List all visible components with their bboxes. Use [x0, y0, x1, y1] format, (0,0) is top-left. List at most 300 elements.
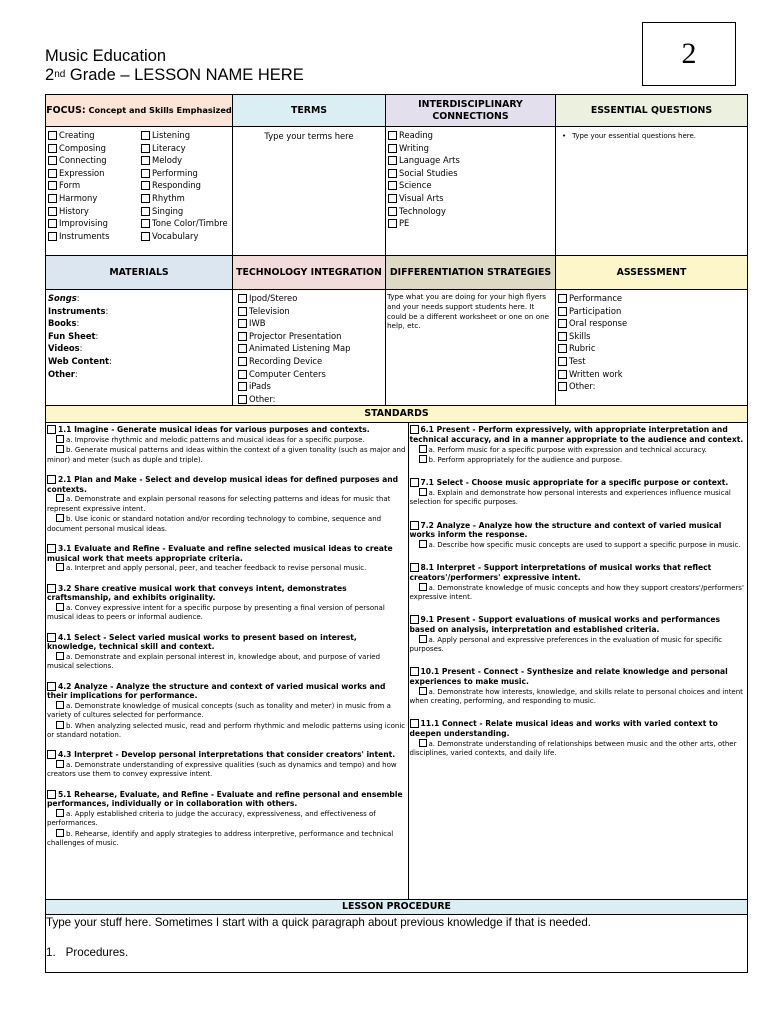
- differentiation-header: DIFFERENTIATION STRATEGIES: [386, 256, 556, 290]
- objective-checkbox[interactable]: [56, 435, 64, 443]
- technology-label: Television: [249, 305, 290, 316]
- standard-objective: [47, 563, 407, 573]
- standard-title: [410, 425, 748, 444]
- focus-item: [48, 154, 139, 167]
- objective-text: b. When analyzing selected music, read and perform rhythmic and melodic patterns using iconic or standard notation.: [47, 721, 406, 739]
- material-label: Songs: [48, 293, 77, 303]
- focus-checkbox[interactable]: [48, 144, 57, 153]
- interdisciplinary-label: PE: [399, 218, 410, 229]
- focus-label: FOCUS:: [46, 105, 86, 116]
- focus-label: Creating: [59, 130, 95, 140]
- technology-item: [238, 330, 385, 343]
- interdisciplinary-item: [388, 192, 555, 205]
- material-label: Fun Sheet: [48, 330, 96, 341]
- page-number: 2: [681, 37, 697, 70]
- subject-title: Music Education: [45, 47, 167, 65]
- standard-group: [47, 750, 407, 779]
- standard-objective: [410, 445, 748, 455]
- standard-title-text: 10.1 Present - Connect - Synthesize and relate knowledge and personal experiences to make music.: [409, 667, 728, 686]
- standard-title: [410, 563, 748, 582]
- interdisciplinary-item: [388, 179, 555, 192]
- objective-text: a. Apply personal and expressive preferences in the evaluation of music for specific purposes.: [409, 635, 723, 653]
- differentiation-cell[interactable]: [386, 290, 556, 406]
- focus-label: Improvising: [59, 218, 108, 229]
- focus-cell: [46, 127, 233, 256]
- objective-text: a. Describe how specific music concepts are used to support a specific purpose in music.: [428, 540, 741, 549]
- focus-checkbox[interactable]: [141, 194, 150, 203]
- standard-group: [410, 719, 748, 758]
- standard-title-text: 4.2 Analyze - Analyze the structure and context of varied musical works and their implications for performance.: [47, 681, 386, 701]
- essential-questions-cell[interactable]: [556, 127, 748, 256]
- procedure-cell[interactable]: [46, 915, 748, 973]
- material-item[interactable]: Web Content:: [48, 355, 112, 366]
- standard-title: [410, 667, 748, 686]
- interdisciplinary-list: [386, 127, 555, 230]
- focus-item: [141, 192, 232, 205]
- standard-title-text: 7.1 Select - Choose music appropriate for a specific purpose or context.: [420, 478, 729, 488]
- grade-number: 2: [45, 66, 55, 84]
- standard-objective: [410, 455, 748, 465]
- objective-text: a. Apply established criteria to judge the accuracy, expressiveness, and effectiveness of performances.: [47, 809, 376, 828]
- objective-text: b. Generate musical patterns and ideas within the context of a given tonality (such as major and minor) and meter (such as duple and triple).: [47, 446, 406, 464]
- interdisciplinary-checkbox[interactable]: [388, 131, 397, 140]
- technology-item: [238, 355, 385, 368]
- lesson-name[interactable]: Grade – LESSON NAME HERE: [65, 66, 304, 84]
- standard-title: [47, 682, 407, 701]
- standard-objective: [47, 701, 407, 721]
- objective-checkbox[interactable]: [419, 583, 427, 591]
- assessment-item: [558, 292, 747, 305]
- standard-group: [410, 478, 748, 507]
- material-item[interactable]: Videos:: [48, 343, 83, 354]
- technology-label: Computer Centers: [249, 368, 326, 379]
- standard-title-text: 2.1 Plan and Make - Select and develop musical ideas for defined purposes and contexts.: [47, 475, 399, 494]
- standard-group: [47, 633, 407, 672]
- objective-checkbox[interactable]: [56, 514, 64, 522]
- assessment-label: Performance: [569, 293, 623, 303]
- objective-text: b. Rehearse, identify and apply strategies to address interpretive, performance and technical challenges of music.: [47, 829, 394, 848]
- assessment-checkbox[interactable]: [558, 307, 567, 316]
- assessment-cell: [556, 290, 748, 406]
- material-label: Books: [48, 318, 77, 329]
- standard-group: [47, 682, 407, 741]
- assessment-label: Written work: [569, 368, 623, 379]
- material-item[interactable]: Fun Sheet:: [48, 330, 99, 341]
- assessment-checkbox[interactable]: [558, 370, 567, 379]
- assessment-item: [558, 330, 747, 343]
- objective-checkbox[interactable]: [56, 445, 64, 453]
- focus-item: [141, 154, 232, 167]
- objective-checkbox[interactable]: [419, 488, 427, 496]
- objective-text: a. Demonstrate understanding of relationships between music and the other arts, other disciplines, varied contexts, and daily life.: [409, 739, 737, 757]
- focus-label: Composing: [59, 142, 106, 153]
- objective-text: a. Demonstrate and explain personal reasons for selecting patterns and ideas for music that represent expressive intent.: [47, 495, 391, 513]
- material-item[interactable]: Other:: [48, 368, 78, 379]
- focus-item: [141, 217, 232, 230]
- standard-title: [47, 633, 407, 652]
- essential-question-item[interactable]: [556, 127, 747, 145]
- standard-title: [410, 478, 748, 488]
- grade-suffix: nd: [54, 69, 66, 80]
- objective-text: b. Perform appropriately for the audience and purpose.: [428, 455, 623, 464]
- objective-text: a. Demonstrate knowledge of music concepts and how they support creators'/performers' expressive intent.: [409, 583, 744, 601]
- interdisciplinary-checkbox[interactable]: [388, 219, 397, 228]
- assessment-list: [556, 290, 747, 393]
- focus-checkbox[interactable]: [48, 232, 57, 241]
- objective-checkbox[interactable]: [419, 739, 427, 747]
- objective-checkbox[interactable]: [56, 829, 64, 837]
- focus-item: [141, 129, 232, 142]
- focus-checkbox[interactable]: [141, 207, 150, 216]
- standard-title: [47, 475, 407, 494]
- focus-checkbox[interactable]: [48, 169, 57, 178]
- standard-checkbox[interactable]: [47, 633, 56, 642]
- interdisciplinary-cell: [386, 127, 556, 256]
- standard-checkbox[interactable]: [410, 478, 419, 487]
- terms-text[interactable]: Type your terms here: [264, 131, 354, 141]
- material-item[interactable]: Instruments:: [48, 305, 109, 316]
- standard-title: [410, 615, 748, 634]
- focus-checkbox[interactable]: [141, 169, 150, 178]
- standard-checkbox[interactable]: [47, 425, 56, 434]
- focus-label: Expression: [59, 167, 105, 178]
- standard-objective: [47, 721, 407, 741]
- objective-checkbox[interactable]: [56, 494, 64, 502]
- standard-title-text: 4.1 Select - Select varied musical works to present based on interest, knowledge, technical skill and context.: [47, 632, 357, 652]
- focus-checkbox[interactable]: [48, 219, 57, 228]
- assessment-label: Participation: [569, 305, 622, 316]
- materials-list: [46, 290, 232, 383]
- technology-label: Animated Listening Map: [249, 343, 351, 354]
- standard-checkbox[interactable]: [47, 682, 56, 691]
- assessment-checkbox[interactable]: [558, 319, 567, 328]
- standard-objective: [47, 760, 407, 780]
- assessment-item: [558, 317, 747, 330]
- lesson-title: [45, 66, 304, 85]
- technology-checkbox[interactable]: [238, 370, 247, 379]
- technology-item: [238, 342, 385, 355]
- technology-checkbox[interactable]: [238, 294, 247, 303]
- technology-label: Recording Device: [249, 355, 323, 366]
- interdisciplinary-label: Language Arts: [399, 155, 460, 166]
- focus-label: Form: [59, 180, 81, 191]
- standard-title-text: 9.1 Present - Support evaluations of musical works and performances based on analysis, interpretation and established criteria.: [409, 615, 721, 634]
- standard-objective: [47, 445, 407, 465]
- standard-checkbox[interactable]: [410, 425, 419, 434]
- assessment-item: [558, 305, 747, 318]
- focus-checkbox[interactable]: [141, 131, 150, 140]
- objective-checkbox[interactable]: [56, 701, 64, 709]
- interdisciplinary-label: Social Studies: [399, 167, 458, 178]
- assessment-checkbox[interactable]: [558, 357, 567, 366]
- interdisciplinary-header: INTERDISCIPLINARY CONNECTIONS: [386, 95, 556, 127]
- focus-checkbox[interactable]: [48, 156, 57, 165]
- objective-checkbox[interactable]: [56, 603, 64, 611]
- objective-text: a. Perform music for a specific purpose with expression and technical accuracy.: [428, 445, 707, 454]
- standard-objective: [47, 829, 407, 849]
- standard-group: [410, 667, 748, 706]
- objective-checkbox[interactable]: [56, 563, 64, 571]
- focus-label: Melody: [152, 155, 183, 166]
- technology-list: [233, 290, 385, 405]
- standard-checkbox[interactable]: [47, 584, 56, 593]
- standard-checkbox[interactable]: [47, 790, 56, 799]
- focus-label: Singing: [152, 205, 184, 216]
- standard-objective: [410, 488, 748, 508]
- technology-label: Other:: [249, 393, 276, 404]
- differentiation-text[interactable]: Type what you are doing for your high flyers and your needs support students here. It could be a different worksheet or one on one help, etc.: [387, 292, 550, 331]
- standards-cell: [46, 423, 748, 900]
- standard-title: [410, 719, 748, 738]
- assessment-label: Test: [569, 355, 586, 366]
- objective-checkbox[interactable]: [419, 540, 427, 548]
- focus-label: Rhythm: [152, 192, 185, 203]
- interdisciplinary-checkbox[interactable]: [388, 181, 397, 190]
- focus-label: History: [59, 205, 89, 216]
- focus-checkbox[interactable]: [141, 219, 150, 228]
- essential-question-text[interactable]: Type your essential questions here.: [572, 132, 697, 140]
- technology-checkbox[interactable]: [238, 357, 247, 366]
- assessment-label: Skills: [569, 330, 591, 341]
- standard-objective: [410, 635, 748, 655]
- standard-checkbox[interactable]: [47, 544, 56, 553]
- focus-item: [48, 230, 139, 243]
- focus-checkbox[interactable]: [141, 144, 150, 153]
- focus-label: Vocabulary: [152, 230, 199, 241]
- objective-text: b. Use iconic or standard notation and/or recording technology to combine, sequence and document personal musical ideas.: [47, 515, 382, 533]
- material-item[interactable]: Songs:: [48, 293, 80, 303]
- assessment-checkbox[interactable]: [558, 382, 567, 391]
- material-label: Instruments: [48, 305, 106, 316]
- standard-objective: [47, 435, 407, 445]
- interdisciplinary-label: Science: [399, 180, 432, 191]
- material-label: Videos: [48, 343, 80, 354]
- terms-header: TERMS: [233, 95, 386, 127]
- standard-group: [410, 521, 748, 551]
- procedure-intro[interactable]: Type your stuff here. Sometimes I start with a quick paragraph about previous knowledge if that is needed.: [46, 916, 591, 930]
- standard-group: [47, 475, 407, 534]
- objective-text: a. Demonstrate how interests, knowledge, and skills relate to personal choices and intent when creating, performing, and responding to music.: [409, 687, 743, 705]
- focus-item: [141, 142, 232, 155]
- standard-title: [410, 521, 748, 540]
- standard-title-text: 3.2 Share creative musical work that conveys intent, demonstrates craftsmanship, and exhibits originality.: [47, 583, 347, 603]
- assessment-checkbox[interactable]: [558, 294, 567, 303]
- focus-checkbox[interactable]: [48, 181, 57, 190]
- standard-objective: [47, 494, 407, 514]
- focus-item: [141, 205, 232, 218]
- objective-text: a. Interpret and apply personal, peer, and teacher feedback to revise personal music.: [66, 564, 367, 573]
- objective-checkbox[interactable]: [56, 760, 64, 768]
- page-number-box: [642, 22, 736, 86]
- standard-title-text: 11.1 Connect - Relate musical ideas and works with varied context to deepen understanding.: [409, 719, 718, 738]
- procedure-header: LESSON PROCEDURE: [46, 900, 748, 915]
- objective-text: a. Demonstrate understanding of expressive qualities (such as dynamics and tempo) and how creators use them to convey expressive intent.: [47, 760, 397, 779]
- technology-label: iPads: [249, 381, 271, 392]
- assessment-label: Other:: [569, 381, 596, 392]
- materials-header: MATERIALS: [46, 256, 233, 290]
- focus-subtitle: Concept and Skills Emphasized: [85, 105, 232, 115]
- focus-item: [48, 192, 139, 205]
- focus-item: [48, 205, 139, 218]
- standards-header: STANDARDS: [46, 406, 748, 423]
- objective-text: a. Explain and demonstrate how personal interests and experiences influence musical selection for specific purposes.: [409, 488, 731, 507]
- standard-title: [47, 790, 407, 809]
- focus-label: Responding: [152, 180, 201, 191]
- standard-group: [410, 615, 748, 654]
- standard-group: [47, 584, 407, 623]
- essential-questions-header: ESSENTIAL QUESTIONS: [556, 95, 748, 127]
- procedure-step[interactable]: [46, 945, 747, 960]
- focus-label: Performing: [152, 167, 198, 178]
- standard-title-text: 5.1 Rehearse, Evaluate, and Refine - Evaluate and refine personal and ensemble performances, individually or in collaboration with others.: [47, 789, 403, 809]
- objective-text: a. Convey expressive intent for a specific purpose by presenting a final version of personal musical ideas to peers or informal audience.: [47, 603, 385, 622]
- standard-checkbox[interactable]: [47, 475, 56, 484]
- focus-label: Connecting: [59, 155, 107, 166]
- technology-header: TECHNOLOGY INTEGRATION: [233, 256, 386, 290]
- technology-item: [238, 317, 385, 330]
- focus-label: Literacy: [152, 142, 186, 153]
- focus-item: [48, 167, 139, 180]
- technology-label: IWB: [249, 318, 266, 329]
- interdisciplinary-checkbox[interactable]: [388, 144, 397, 153]
- focus-item: [48, 179, 139, 192]
- standard-objective: [47, 603, 407, 623]
- technology-item: [238, 305, 385, 318]
- objective-checkbox[interactable]: [419, 455, 427, 463]
- standard-title-text: 7.2 Analyze - Analyze how the structure and context of varied musical works inform the response.: [409, 520, 722, 540]
- interdisciplinary-checkbox[interactable]: [388, 207, 397, 216]
- focus-checkbox[interactable]: [48, 194, 57, 203]
- assessment-item: [558, 380, 747, 393]
- standard-checkbox[interactable]: [410, 521, 419, 530]
- step-text[interactable]: Procedures.: [65, 946, 129, 960]
- standard-title: [47, 584, 407, 603]
- standard-title-text: 4.3 Interpret - Develop personal interpretations that consider creators' intent.: [58, 750, 396, 760]
- standard-group: [47, 544, 407, 574]
- standard-objective: [410, 583, 748, 603]
- objective-text: a. Demonstrate and explain personal interest in, knowledge about, and purpose of varied musical selections.: [47, 652, 381, 671]
- objective-checkbox[interactable]: [56, 809, 64, 817]
- lesson-plan-table: [45, 94, 748, 973]
- focus-label: Instruments: [59, 230, 110, 241]
- technology-item: [238, 368, 385, 381]
- focus-checkbox[interactable]: [141, 156, 150, 165]
- focus-header: [46, 95, 233, 127]
- focus-item: [48, 217, 139, 230]
- standard-objective: [410, 739, 748, 759]
- interdisciplinary-item: [388, 129, 555, 142]
- standard-group: [410, 563, 748, 602]
- technology-item: [238, 393, 385, 406]
- technology-checkbox[interactable]: [238, 319, 247, 328]
- standard-checkbox[interactable]: [410, 563, 419, 572]
- standard-group: [47, 425, 407, 465]
- technology-label: Projector Presentation: [249, 330, 342, 341]
- technology-checkbox[interactable]: [238, 395, 247, 404]
- technology-cell: [233, 290, 386, 406]
- interdisciplinary-item: [388, 167, 555, 180]
- standard-objective: [410, 540, 748, 550]
- standard-checkbox[interactable]: [410, 719, 419, 728]
- objective-checkbox[interactable]: [419, 635, 427, 643]
- interdisciplinary-checkbox[interactable]: [388, 156, 397, 165]
- focus-item: [141, 179, 232, 192]
- assessment-checkbox[interactable]: [558, 344, 567, 353]
- materials-cell[interactable]: [46, 290, 233, 406]
- technology-checkbox[interactable]: [238, 307, 247, 316]
- technology-checkbox[interactable]: [238, 382, 247, 391]
- interdisciplinary-item: [388, 154, 555, 167]
- focus-list-left: [46, 127, 139, 242]
- standard-objective: [410, 687, 748, 707]
- assessment-header: ASSESSMENT: [556, 256, 748, 290]
- focus-list-right: [139, 127, 232, 242]
- interdisciplinary-item: [388, 217, 555, 230]
- standard-checkbox[interactable]: [410, 615, 419, 624]
- objective-checkbox[interactable]: [419, 687, 427, 695]
- terms-cell[interactable]: [233, 127, 386, 256]
- material-label: Web Content: [48, 355, 110, 366]
- assessment-item: [558, 355, 747, 368]
- focus-checkbox[interactable]: [48, 131, 57, 140]
- technology-checkbox[interactable]: [238, 344, 247, 353]
- bullet-icon: •: [562, 132, 567, 140]
- interdisciplinary-label: Technology: [399, 205, 446, 216]
- focus-checkbox[interactable]: [141, 181, 150, 190]
- assessment-item: [558, 342, 747, 355]
- focus-checkbox[interactable]: [141, 232, 150, 241]
- focus-label: Listening: [152, 130, 191, 140]
- standards-right-column: [408, 423, 748, 899]
- standard-title: [47, 425, 407, 435]
- standard-objective: [47, 514, 407, 534]
- standard-title-text: 8.1 Interpret - Support interpretations of musical works that reflect creators'/performers' expressive intent.: [409, 563, 712, 582]
- assessment-label: Oral response: [569, 318, 628, 329]
- focus-item: [48, 129, 139, 142]
- focus-item: [141, 167, 232, 180]
- objective-text: a. Demonstrate knowledge of musical concepts (such as tonality and meter) in music from a variety of cultures selected for performance.: [47, 701, 391, 720]
- step-number: 1.: [46, 946, 56, 960]
- assessment-item: [558, 368, 747, 381]
- objective-text: a. Improvise rhythmic and melodic patterns and musical ideas for a specific purpose.: [66, 435, 365, 444]
- interdisciplinary-label: Reading: [399, 130, 433, 140]
- standard-title-text: 3.1 Evaluate and Refine - Evaluate and refine selected musical ideas to create musical work that meets appropriate criteria.: [47, 543, 393, 563]
- interdisciplinary-label: Writing: [399, 142, 429, 153]
- standard-group: [410, 425, 748, 465]
- objective-checkbox[interactable]: [419, 445, 427, 453]
- interdisciplinary-item: [388, 205, 555, 218]
- standard-title-text: 1.1 Imagine - Generate musical ideas for various purposes and contexts.: [58, 425, 370, 435]
- focus-item: [48, 142, 139, 155]
- standard-checkbox[interactable]: [410, 667, 419, 676]
- technology-item: [238, 380, 385, 393]
- standard-title-text: 6.1 Present - Perform expressively, with appropriate interpretation and technical accuracy, and in a manner appropriate to the audience and context.: [409, 425, 744, 444]
- standard-checkbox[interactable]: [47, 750, 56, 759]
- standard-objective: [47, 652, 407, 672]
- interdisciplinary-checkbox[interactable]: [388, 169, 397, 178]
- objective-checkbox[interactable]: [56, 652, 64, 660]
- assessment-checkbox[interactable]: [558, 332, 567, 341]
- focus-label: Harmony: [59, 192, 98, 203]
- technology-checkbox[interactable]: [238, 332, 247, 341]
- standard-title: [47, 544, 407, 563]
- objective-checkbox[interactable]: [56, 721, 64, 729]
- focus-checkbox[interactable]: [48, 207, 57, 216]
- material-item[interactable]: Books:: [48, 318, 80, 329]
- focus-label: Tone Color/Timbre: [152, 218, 228, 229]
- interdisciplinary-checkbox[interactable]: [388, 194, 397, 203]
- technology-label: Ipod/Stereo: [249, 293, 298, 303]
